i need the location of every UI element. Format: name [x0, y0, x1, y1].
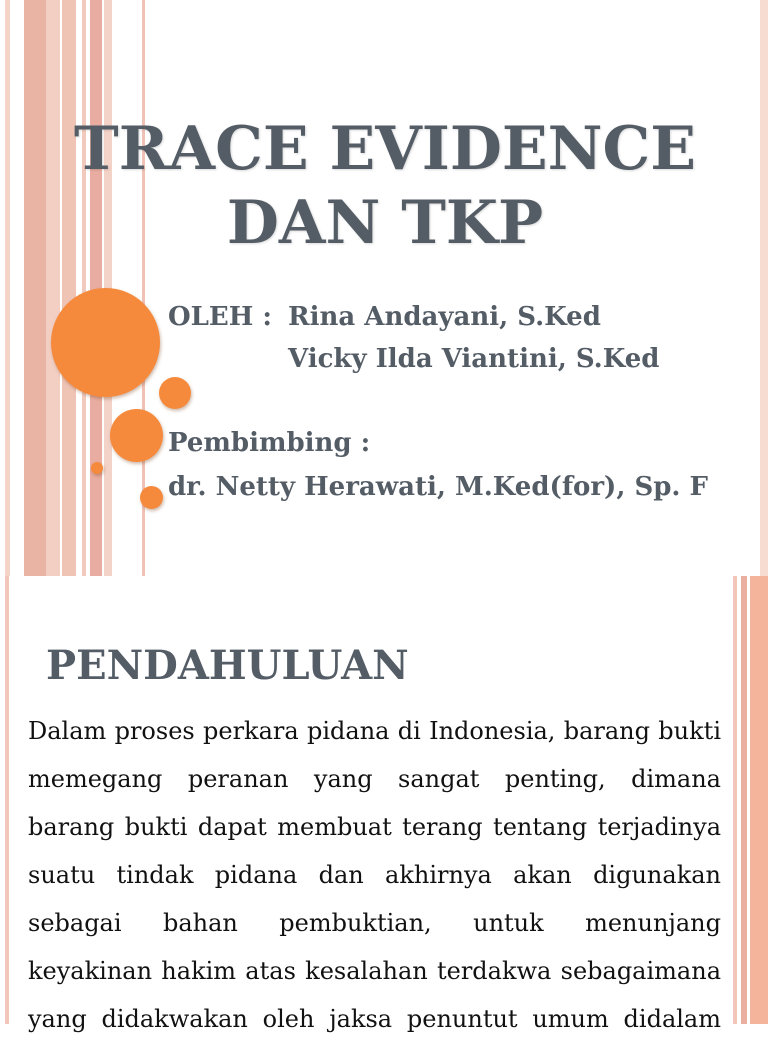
decorative-stripe — [5, 0, 10, 576]
section-heading: PENDAHULUAN — [46, 642, 409, 689]
paragraph-line: yang didakwakan oleh jaksa penuntut umum didalam — [28, 1005, 721, 1033]
paragraph-line: suatu tindak pidana dan akhirnya akan digunakan — [28, 861, 721, 889]
supervisor-name: dr. Netty Herawati, M.Ked(for), Sp. F — [168, 472, 708, 502]
decorative-circle-tiny — [91, 462, 103, 474]
decorative-stripe — [5, 576, 9, 1024]
paragraph-line: Dalam proses perkara pidana di Indonesia, barang bukti — [28, 717, 721, 745]
decorative-stripe — [46, 0, 60, 576]
decorative-stripe — [733, 576, 737, 1024]
paragraph-line: keyakinan hakim atas kesalahan terdakwa sebagaimana — [28, 957, 721, 985]
decorative-stripe — [82, 0, 86, 576]
author-name: Rina Andayani, S.Ked — [288, 302, 601, 332]
decorative-stripe — [741, 576, 747, 1024]
author-name: Vicky Ilda Viantini, S.Ked — [288, 344, 660, 374]
decorative-circle-medium — [110, 409, 163, 462]
decorative-circle-small — [159, 377, 191, 409]
decorative-circle-small — [140, 486, 163, 509]
paragraph-line: memegang peranan yang sangat penting, dimana — [28, 765, 721, 793]
title-line: DAN TKP — [226, 188, 544, 258]
decorative-stripe — [62, 0, 76, 576]
decorative-stripe — [24, 0, 46, 576]
paragraph-line: barang bukti dapat membuat terang tentang terjadinya — [28, 813, 721, 841]
decorative-stripe — [750, 576, 768, 1024]
title-line: TRACE EVIDENCE — [74, 114, 696, 184]
slide-title — [40, 112, 730, 260]
intro-paragraph — [28, 707, 721, 1043]
decorative-stripe — [760, 0, 768, 576]
authors-label: OLEH : — [168, 302, 272, 332]
supervisor-label: Pembimbing : — [168, 428, 371, 458]
decorative-circle-large — [51, 288, 160, 397]
paragraph-line: sebagai bahan pembuktian, untuk menunjang — [28, 909, 721, 937]
